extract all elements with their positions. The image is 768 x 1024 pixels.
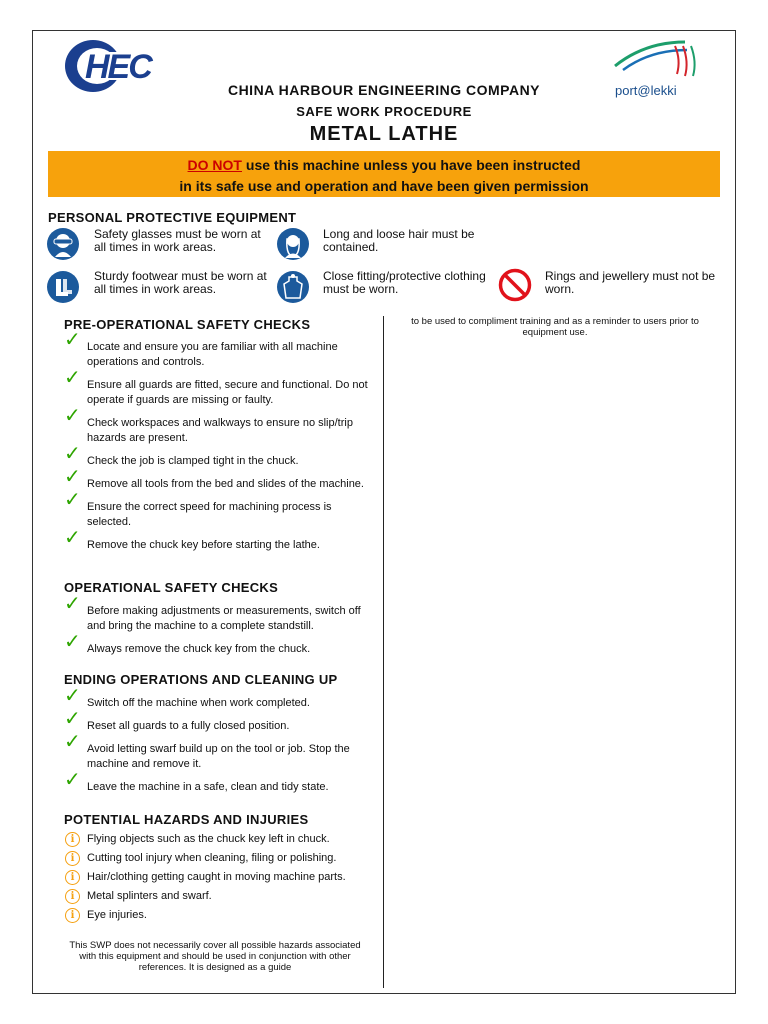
pre-op-list xyxy=(64,329,369,561)
apron-icon xyxy=(276,270,310,304)
check-icon: ✓ xyxy=(64,466,81,488)
info-icon: i xyxy=(65,908,80,923)
check-icon: ✓ xyxy=(64,708,81,730)
check-icon: ✓ xyxy=(64,367,81,389)
op-title: OPERATIONAL SAFETY CHECKS xyxy=(64,580,279,595)
warning-line1: use this machine unless you have been instructed xyxy=(242,157,581,173)
check-icon: ✓ xyxy=(64,731,81,753)
list-item: ✓ Check the job is clamped tight in the chuck. xyxy=(64,443,299,467)
list-item: i Metal splinters and swarf. xyxy=(64,890,369,903)
company-name: CHINA HARBOUR ENGINEERING COMPANY xyxy=(227,82,541,98)
ppe-text-glasses: Safety glasses must be worn at all times in work areas. xyxy=(94,227,261,254)
list-item: i Flying objects such as the chuck key left in chuck. xyxy=(64,833,369,846)
list-item: ✓ Remove all tools from the bed and slides of the machine. xyxy=(64,466,364,490)
check-icon: ✓ xyxy=(64,527,81,549)
column-divider xyxy=(383,316,384,988)
svg-text:HEC: HEC xyxy=(85,48,151,86)
hazards-list xyxy=(64,833,369,928)
check-icon: ✓ xyxy=(64,329,81,351)
list-item: i Cutting tool injury when cleaning, filing or polishing. xyxy=(64,852,369,865)
safety-glasses-icon xyxy=(46,227,80,261)
list-item: i Hair/clothing getting caught in moving machine parts. xyxy=(64,871,369,884)
ppe-text-clothing: Close fitting/protective clothing must be worn. xyxy=(323,269,486,296)
info-icon: i xyxy=(65,870,80,885)
list-item: ✓ Locate and ensure you are familiar with all machine operations and controls. xyxy=(64,329,338,368)
list-item: ✓ Ensure the correct speed for machining process is selected. xyxy=(64,489,332,528)
disclaimer-text: This SWP does not necessarily cover all possible hazards associated with this equipment and should be used in conjunction with other references. It is designed as a guide xyxy=(69,940,361,973)
procedure-title: SAFE WORK PROCEDURE xyxy=(296,104,472,119)
ending-list xyxy=(64,685,369,803)
warning-banner xyxy=(48,151,720,197)
check-icon: ✓ xyxy=(64,443,81,465)
info-icon: i xyxy=(65,832,80,847)
ending-title: ENDING OPERATIONS AND CLEANING UP xyxy=(64,672,338,687)
check-icon: ✓ xyxy=(64,685,81,707)
op-list xyxy=(64,593,369,665)
list-item: ✓ Check workspaces and walkways to ensure no slip/trip hazards are present. xyxy=(64,405,353,444)
info-icon: i xyxy=(65,851,80,866)
check-icon: ✓ xyxy=(64,631,81,653)
list-item: ✓ Avoid letting swarf build up on the tool or job. Stop the machine and remove it. xyxy=(64,731,350,770)
list-item: i Eye injuries. xyxy=(64,909,369,922)
continuation-note: to be used to compliment training and as a reminder to users prior to equipment use. xyxy=(411,316,699,338)
no-rings-icon xyxy=(498,268,532,302)
ppe-text-footwear: Sturdy footwear must be worn at all times in work areas. xyxy=(94,269,267,296)
ppe-text-rings: Rings and jewellery must not be worn. xyxy=(545,269,716,296)
list-item: ✓ Switch off the machine when work completed. xyxy=(64,685,310,709)
check-icon: ✓ xyxy=(64,489,81,511)
warning-emphasis: DO NOT xyxy=(187,157,242,173)
check-icon: ✓ xyxy=(64,769,81,791)
info-icon: i xyxy=(65,889,80,904)
list-item: ✓ Reset all guards to a fully closed position. xyxy=(64,708,290,732)
port-lekki-text: port@lekki xyxy=(615,83,677,98)
ppe-title: PERSONAL PROTECTIVE EQUIPMENT xyxy=(48,210,297,225)
long-hair-icon xyxy=(276,227,310,261)
ppe-text-hair: Long and loose hair must be contained. xyxy=(323,227,475,254)
list-item: ✓ Remove the chuck key before starting the lathe. xyxy=(64,527,320,551)
list-item: ✓ Always remove the chuck key from the chuck. xyxy=(64,631,311,655)
machine-title: METAL LATHE xyxy=(309,123,459,145)
warning-line2: in its safe use and operation and have been given permission xyxy=(179,178,589,194)
list-item: ✓ Ensure all guards are fitted, secure and functional. Do not operate if guards are missing or faulty. xyxy=(64,367,368,406)
list-item: ✓ Leave the machine in a safe, clean and tidy state. xyxy=(64,769,329,793)
hazards-title: POTENTIAL HAZARDS AND INJURIES xyxy=(64,812,309,827)
check-icon: ✓ xyxy=(64,405,81,427)
list-item: ✓ Before making adjustments or measurements, switch off and bring the machine to a complete standstill. xyxy=(64,593,361,632)
check-icon: ✓ xyxy=(64,593,81,615)
pre-op-title: PRE-OPERATIONAL SAFETY CHECKS xyxy=(64,317,311,332)
boots-icon xyxy=(46,270,80,304)
